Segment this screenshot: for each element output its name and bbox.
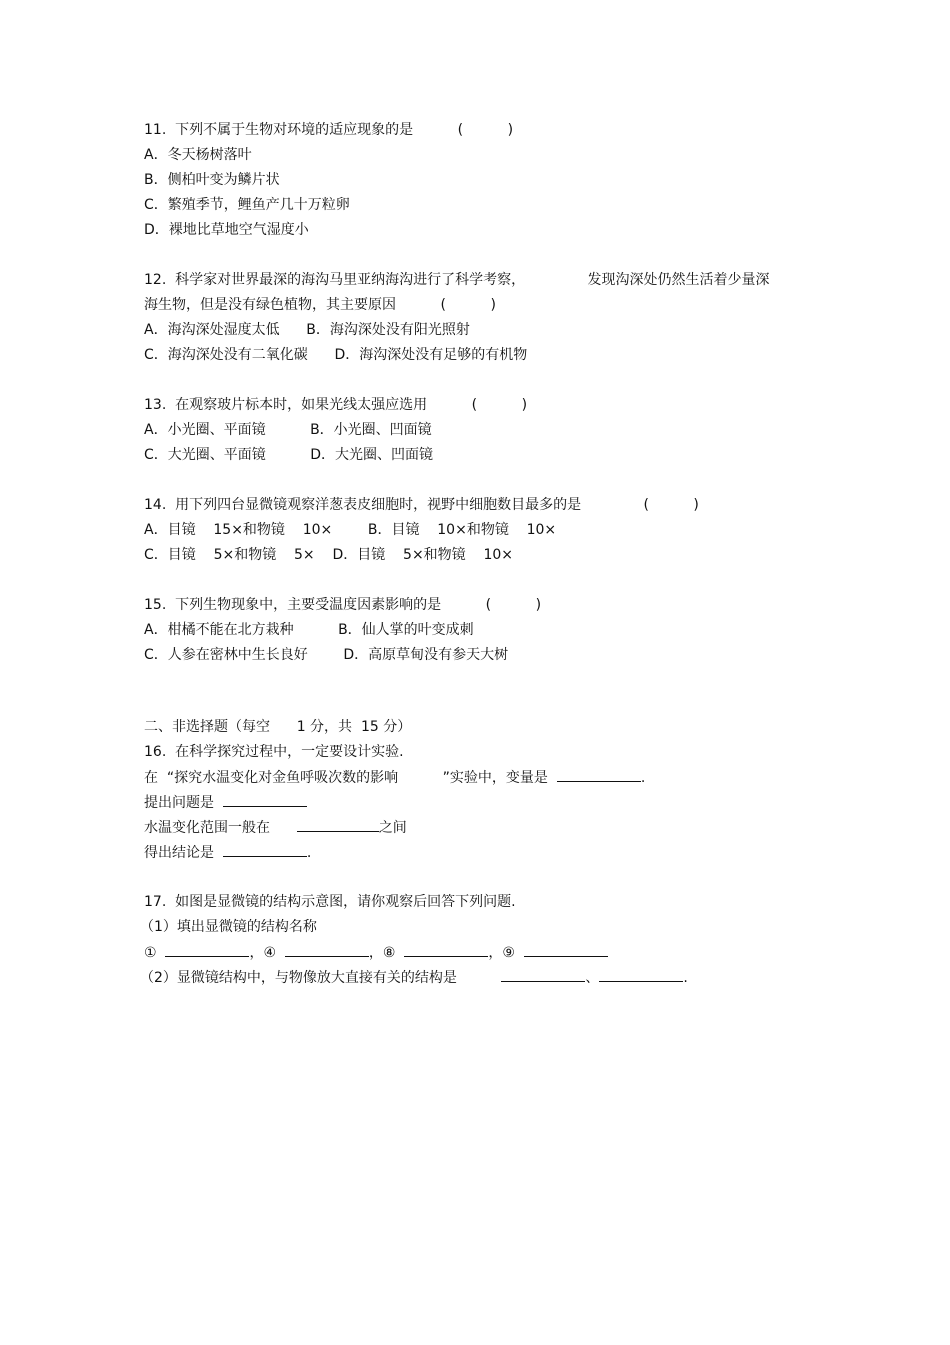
q16-range-line — [144, 818, 407, 837]
q11-option-c: C．繁殖季节，鲤鱼产几十万粒卵 — [144, 197, 350, 213]
q12-options-line1: A．海沟深处湿度太低 B．海沟深处没有阳光照射 — [144, 322, 470, 338]
q16-range-end: 之间 — [378, 820, 407, 836]
q17-blank-1[interactable] — [165, 943, 249, 957]
q17-marker-9: ，⑨ — [488, 945, 524, 961]
q17-sub2-separator: 、 — [585, 970, 600, 986]
q16-conclusion-end: . — [306, 845, 312, 861]
q14-options-line2: C．目镜 5×和物镜 5× D．目镜 5×和物镜 10× — [144, 547, 514, 563]
q17-marker-1: ① — [144, 945, 166, 961]
q16-question-label: 提出问题是 — [144, 795, 223, 811]
q17-blank-9[interactable] — [524, 943, 608, 957]
q11-option-b: B．侧柏叶变为鳞片状 — [144, 172, 280, 188]
q17-sub2-label: （2）显微镜结构中，与物像放大直接有关的结构是 — [140, 970, 502, 986]
q13-options-line1: A．小光圈、平面镜 B．小光圈、凹面镜 — [144, 422, 432, 438]
q16-range-blank[interactable] — [297, 818, 379, 832]
q17-sub2 — [140, 968, 688, 987]
q12-stem-line2: 海生物，但是没有绿色植物，其主要原因 ( ) — [144, 297, 496, 313]
q16-variable-line — [144, 768, 645, 787]
q12-options-line2: C．海沟深处没有二氧化碳 D．海沟深处没有足够的有机物 — [144, 347, 528, 363]
q17-blank-8[interactable] — [404, 943, 488, 957]
q16-conclusion-blank[interactable] — [223, 843, 307, 857]
q17-sub2-end: . — [683, 970, 688, 986]
q11-option-d: D．裸地比草地空气湿度小 — [144, 222, 309, 238]
q11-option-a: A．冬天杨树落叶 — [144, 147, 252, 163]
q16-stem: 16. 在科学探究过程中，一定要设计实验. — [144, 744, 404, 760]
q17-stem: 17. 如图是显微镜的结构示意图，请你观察后回答下列问题. — [144, 894, 516, 910]
q16-question-line — [144, 793, 307, 812]
q16-conclusion-label: 得出结论是 — [144, 845, 223, 861]
q17-sub1: （1）填出显微镜的结构名称 — [140, 919, 317, 935]
q16-conclusion-line — [144, 843, 311, 862]
q17-marker-4: ，④ — [249, 945, 285, 961]
q16-range-label: 水温变化范围一般在 — [144, 820, 297, 836]
q13-options-line2: C．大光圈、平面镜 D．大光圈、凹面镜 — [144, 447, 434, 463]
q15-stem: 15. 下列生物现象中，主要受温度因素影响的是 ( ) — [144, 597, 542, 613]
q11-stem: 11. 下列不属于生物对环境的适应现象的是 ( ) — [144, 122, 514, 138]
q12-stem-line1: 12. 科学家对世界最深的海沟马里亚纳海沟进行了科学考察， 发现沟深处仍然生活着少量深 — [144, 272, 770, 288]
q13-stem: 13. 在观察玻片标本时，如果光线太强应选用 ( ) — [144, 397, 528, 413]
section2-heading: 二、非选择题（每空 1 分，共 15 分） — [144, 719, 412, 735]
q16-variable-blank[interactable] — [557, 768, 641, 782]
q16-variable-label: 在 “探究水温变化对金鱼呼吸次数的影响 ”实验中，变量是 — [144, 770, 557, 786]
q16-variable-end: . — [640, 770, 646, 786]
q17-structure-blanks — [144, 943, 608, 962]
q15-options-line2: C．人参在密林中生长良好 D．高原草甸没有参天大树 — [144, 647, 509, 663]
q17-sub2-blank-1[interactable] — [501, 968, 585, 982]
q14-stem: 14. 用下列四台显微镜观察洋葱表皮细胞时，视野中细胞数目最多的是 ( ) — [144, 497, 699, 513]
q17-blank-4[interactable] — [285, 943, 369, 957]
q16-question-blank[interactable] — [223, 793, 307, 807]
q15-options-line1: A．柑橘不能在北方栽种 B．仙人掌的叶变成刺 — [144, 622, 474, 638]
q17-sub2-blank-2[interactable] — [599, 968, 683, 982]
q14-options-line1: A．目镜 15×和物镜 10× B．目镜 10×和物镜 10× — [144, 522, 557, 538]
q17-marker-8: ，⑧ — [368, 945, 405, 961]
